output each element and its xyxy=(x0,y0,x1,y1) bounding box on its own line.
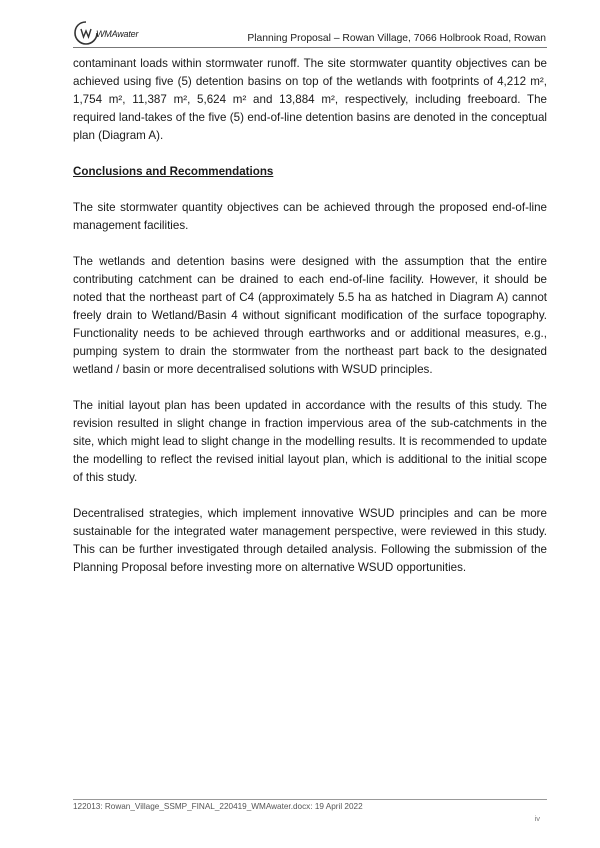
paragraph-design-assumption: The wetlands and detention basins were designed with the assumption that the entire contributing catchment can be drained to each end-of-line facility. However, it should be noted that the northeast part of C4 (approximately 5.5 ha as hatched in Diagram A) cannot freely drain to Wetland/Basin 4 without significant modification of the surface topography. Functionality needs to be achieved through earthworks and or additional measures, e.g., pumping system to drain the stormwater from the northeast part back to the designated wetland / basin or more decentralised solutions with WSUD principles. xyxy=(73,255,547,376)
wmawater-logo xyxy=(73,20,143,46)
footer-divider xyxy=(73,799,547,800)
paragraph-basins: contaminant loads within stormwater runoff. The site stormwater quantity objectives can be achieved using five (5) detention basins on top of the wetlands with footprints of 4,212 m², 1,754 m², 11,387 m², 5,624 m² and 13,884 m², respectively, including freeboard. The required land-takes of the five (5) end-of-line detention basins are denoted in the conceptual plan (Diagram A). xyxy=(73,57,547,142)
header-divider xyxy=(73,47,547,48)
logo-text: WMAwater xyxy=(96,29,139,39)
page-header xyxy=(73,20,546,48)
paragraph-decentralised: Decentralised strategies, which implement innovative WSUD principles and can be more sustainable for the integrated water management perspective, were reviewed in this study. This can be further investigated through detailed analysis. Following the submission of the Planning Proposal before investing more on alternative WSUD opportunities. xyxy=(73,507,547,574)
document-body xyxy=(73,55,547,577)
section-heading: Conclusions and Recommendations xyxy=(73,165,274,178)
paragraph-layout-update: The initial layout plan has been updated in accordance with the results of this study. The revision resulted in slight change in fraction impervious area of the sub-catchments in the site, which might lead to slight change in the modelling results. It is recommended to update the modelling to reflect the revised initial layout plan, which is additional to the initial scope of this study. xyxy=(73,399,547,484)
document-title: Planning Proposal – Rowan Village, 7066 Holbrook Road, Rowan xyxy=(247,33,546,44)
paragraph-objectives: The site stormwater quantity objectives can be achieved through the proposed end-of-line management facilities. xyxy=(73,201,547,232)
page-number: iv xyxy=(534,814,540,823)
footer-file-reference: 122013: Rowan_Village_SSMP_FINAL_220419_WMAwater.docx: 19 April 2022 xyxy=(73,802,363,811)
